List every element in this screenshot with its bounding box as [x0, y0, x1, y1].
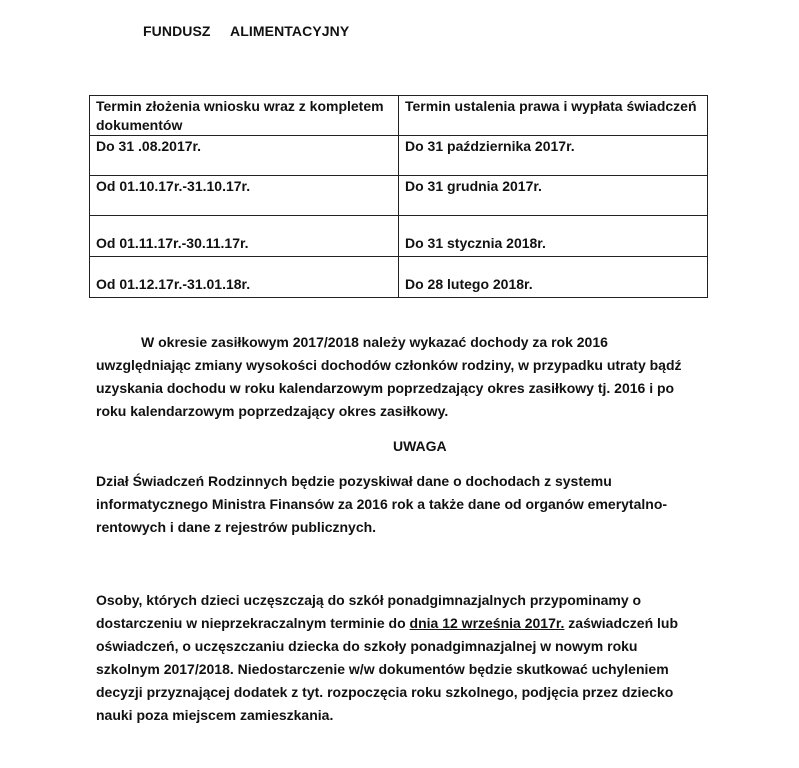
table-row — [90, 216, 708, 257]
data-sources-paragraph: Dział Świadczeń Rodzinnych będzie pozyskiwał dane o dochodach z systemu informatycznego Ministra Finansów za 2016 rok a także dane od organów emerytalno-rentowych i dane z rejestrów publicznych. — [96, 473, 668, 535]
document-title — [143, 23, 349, 39]
table-cell: Do 31 .08.2017r. — [90, 136, 399, 176]
table-cell: Od 01.10.17r.-31.10.17r. — [90, 176, 399, 216]
table-row — [90, 257, 708, 298]
schedule-table — [89, 95, 708, 298]
income-period-text: W okresie zasiłkowym 2017/2018 należy wykazać dochody za rok 2016 uwzględniając zmiany wysokości dochodów członków rodziny, w przypadku utraty bądź uzyskania dochodu w roku kalendarzowym poprzedzający okres zasiłkowy tj. 2016 i po roku kalendarzowym poprzedzający okres zasiłkowy. — [96, 334, 682, 419]
header-application-deadline: Termin złożenia wniosku wraz z kompletem dokumentów — [90, 96, 399, 136]
table-cell: Do 31 października 2017r. — [399, 136, 708, 176]
reminder-text-after: zaświadczeń lub oświadczeń, o uczęszczaniu dziecka do szkoły ponadgimnazjalnej w nowym roku szkolnym 2017/2018. Niedostarczenie w/w dokumentów będzie skutkować uchyleniem decyzji przyznającej dodatek z tyt. rozpoczęcia roku szkolnego, podjęcia przez dziecko nauki poza miejscem zamieszkania. — [96, 615, 679, 723]
table-row — [90, 136, 708, 176]
notice-heading: UWAGA — [393, 438, 447, 454]
table-header-row — [90, 96, 708, 136]
table-cell: Do 31 grudnia 2017r. — [399, 176, 708, 216]
reminder-text-before: Osoby, których dzieci uczęszczają do szkół ponadgimnazjalnych przypominamy o dostarczeniu w nieprzekraczalnym terminie do — [96, 592, 642, 631]
table-cell: Od 01.11.17r.-30.11.17r. — [90, 216, 399, 257]
table-cell: Od 01.12.17r.-31.01.18r. — [90, 257, 399, 298]
school-attendance-paragraph — [96, 589, 702, 727]
table-cell: Do 28 lutego 2018r. — [399, 257, 708, 298]
header-decision-deadline: Termin ustalenia prawa i wypłata świadczeń — [399, 96, 708, 136]
table-cell: Do 31 stycznia 2018r. — [399, 216, 708, 257]
income-period-paragraph — [96, 331, 696, 423]
table-row — [90, 176, 708, 216]
deadline-date: dnia 12 września 2017r. — [409, 615, 565, 631]
title-word-fundusz: FUNDUSZ — [143, 23, 211, 39]
title-word-alimentacyjny: ALIMENTACYJNY — [230, 23, 350, 39]
